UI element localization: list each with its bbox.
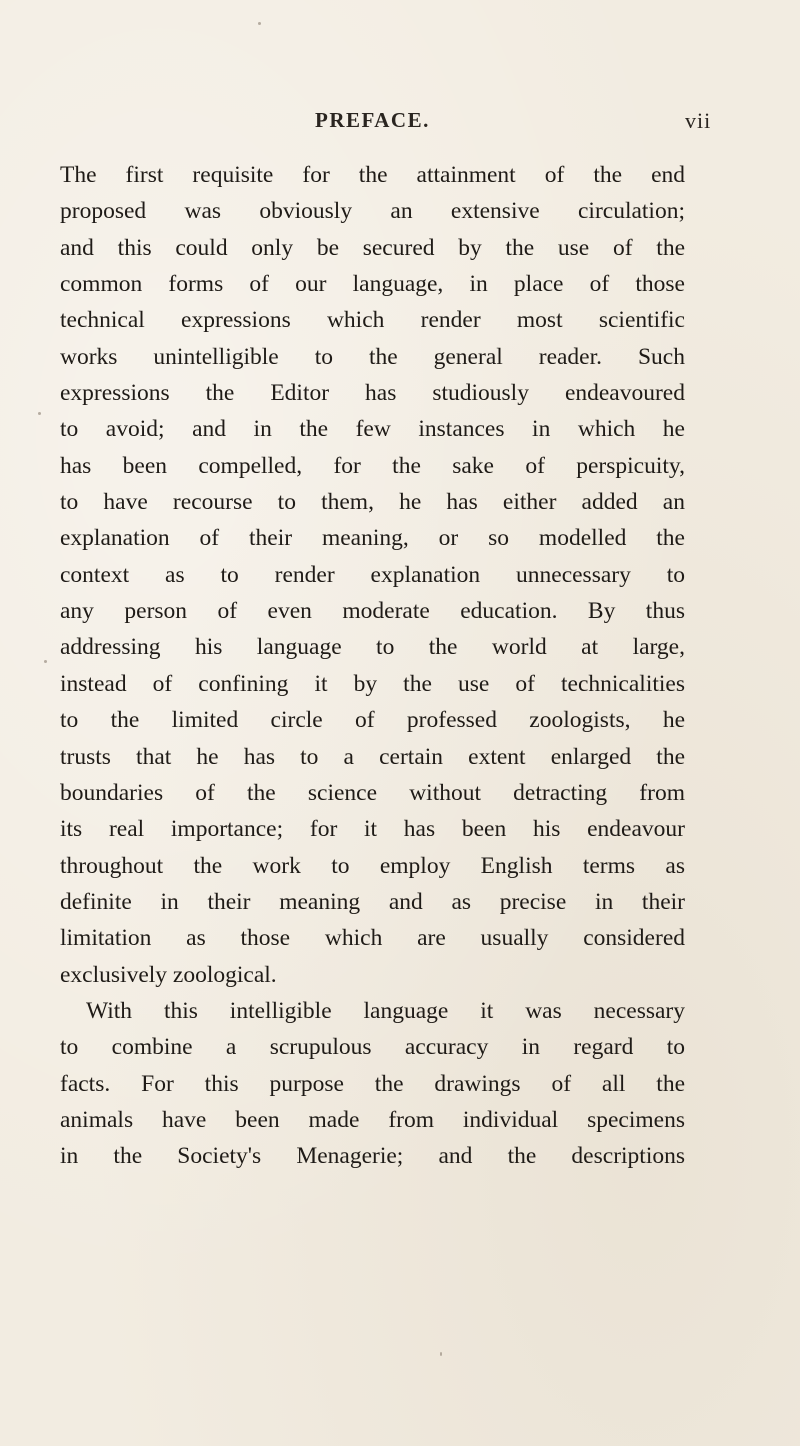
- paper-speck: [38, 412, 41, 415]
- running-title: PREFACE.: [315, 108, 430, 132]
- text-line: definite in their meaning and as precise in their: [60, 888, 685, 915]
- text-line: throughout the work to employ English terms as: [60, 852, 685, 879]
- text-line: and this could only be secured by the use of the: [60, 234, 685, 261]
- text-line: facts. For this purpose the drawings of all the: [60, 1070, 685, 1097]
- body-text: [60, 157, 685, 1175]
- text-line: to the limited circle of professed zoologists, he: [60, 707, 685, 734]
- text-line: its real importance; for it has been his endeavour: [60, 816, 685, 843]
- text-line: boundaries of the science without detracting from: [60, 779, 685, 806]
- text-line: proposed was obviously an extensive circulation;: [60, 198, 685, 225]
- text-line: addressing his language to the world at large,: [60, 634, 685, 661]
- paper-speck: [440, 1352, 442, 1356]
- text-line: works unintelligible to the general reader. Such: [60, 343, 685, 370]
- page-number: vii: [685, 108, 712, 133]
- text-line: common forms of our language, in place of those: [60, 271, 685, 298]
- paper-speck: [44, 660, 47, 663]
- text-line: explanation of their meaning, or so modelled the: [60, 525, 685, 552]
- text-line: With this intelligible language it was necessary: [86, 997, 685, 1024]
- text-line: to combine a scrupulous accuracy in regard to: [60, 1034, 685, 1061]
- text-line: The first requisite for the attainment of the end: [60, 162, 685, 188]
- text-line: animals have been made from individual specimens: [60, 1106, 685, 1133]
- text-line: to avoid; and in the few instances in which he: [60, 416, 685, 443]
- text-line: to have recourse to them, he has either added an: [60, 489, 685, 516]
- text-line: context as to render explanation unnecessary to: [60, 561, 685, 588]
- text-line: has been compelled, for the sake of perspicuity,: [60, 452, 685, 479]
- text-line: instead of confining it by the use of technicalities: [60, 670, 685, 697]
- text-line: limitation as those which are usually considered: [60, 925, 685, 952]
- text-line: any person of even moderate education. By thus: [60, 598, 685, 625]
- running-head: [0, 108, 800, 140]
- text-line: technical expressions which render most scientific: [60, 307, 685, 334]
- text-line: trusts that he has to a certain extent enlarged the: [60, 743, 685, 770]
- text-line: in the Society's Menagerie; and the descriptions: [60, 1143, 685, 1170]
- text-line: expressions the Editor has studiously endeavoured: [60, 380, 685, 407]
- paper-speck: [258, 22, 261, 25]
- text-line: exclusively zoological.: [60, 961, 277, 988]
